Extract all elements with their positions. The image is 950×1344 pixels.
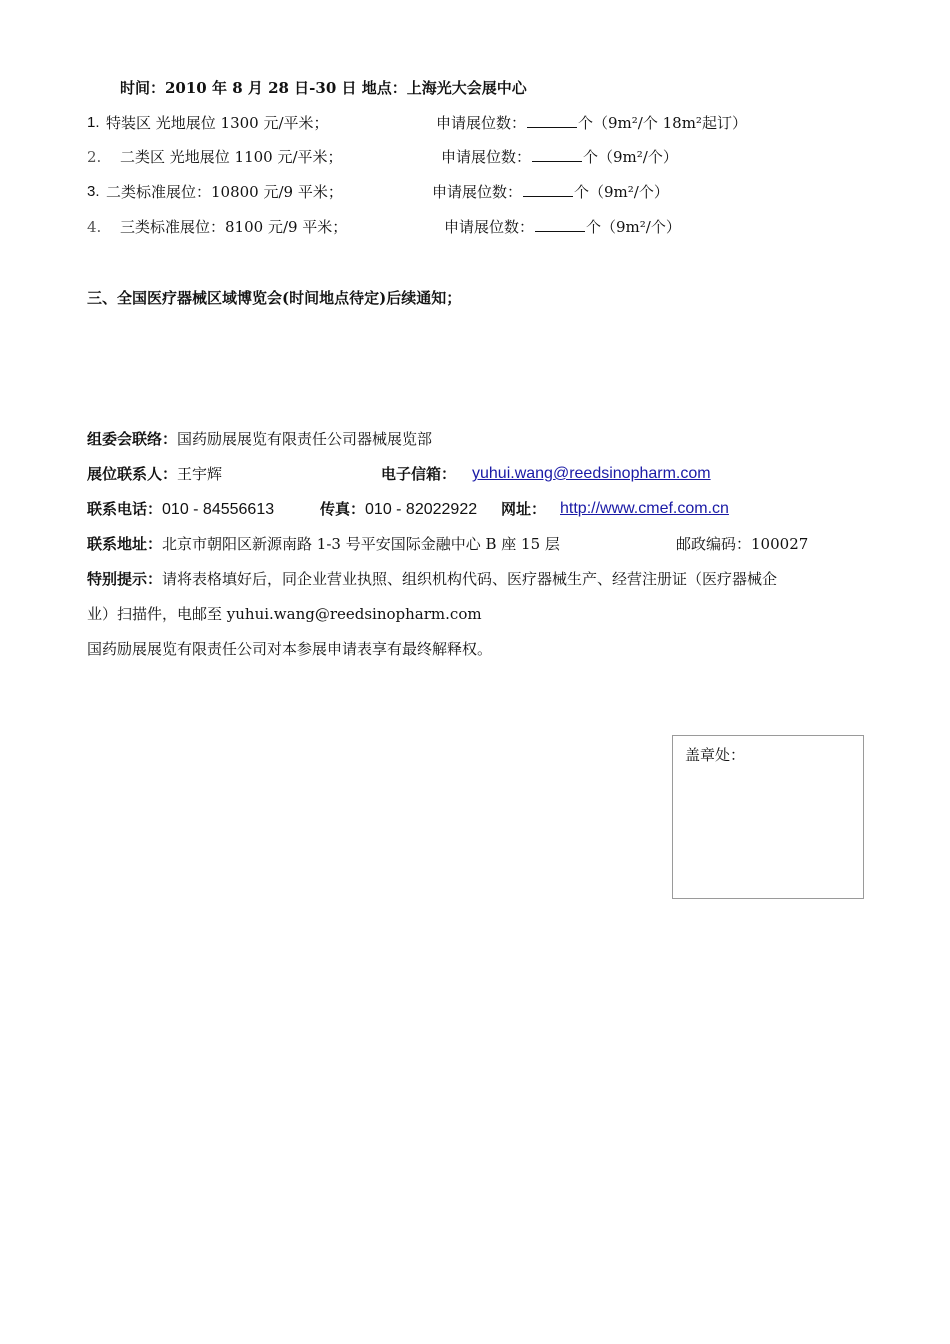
- phone-value: 010 - 84556613: [162, 501, 275, 518]
- email-link[interactable]: yuhui.wang@reedsinopharm.com: [472, 465, 711, 482]
- fax-label: 传真：: [320, 500, 366, 518]
- stamp-label: 盖章处：: [685, 746, 746, 764]
- address-label: 联系地址：: [87, 535, 163, 553]
- committee-label: 组委会联络：: [87, 430, 178, 448]
- person-line: [87, 464, 222, 484]
- stamp-box: [672, 735, 864, 899]
- phone-line: [87, 499, 274, 520]
- booth-count-blank[interactable]: [527, 113, 577, 128]
- booth-count-blank[interactable]: [532, 147, 582, 162]
- booth-description: 二类区 光地展位 1100 元/平米；: [120, 148, 343, 166]
- notice-line-2: 业）扫描件，电邮至 yuhui.wang@reedsinopharm.com: [87, 605, 482, 623]
- apply-label: 申请展位数：: [432, 183, 523, 201]
- email-label: 电子信箱：: [381, 465, 457, 483]
- booth-description: 三类标准展位：8100 元/9 平米；: [120, 218, 348, 236]
- notice-line-1: [87, 569, 777, 589]
- phone-label: 联系电话：: [87, 500, 163, 518]
- booth-count-blank[interactable]: [523, 182, 573, 197]
- booth-apply: [436, 113, 747, 133]
- website-link[interactable]: http://www.cmef.com.cn: [560, 500, 729, 517]
- committee-line: [87, 429, 432, 449]
- notice-text-1: 请将表格填好后，同企业营业执照、组织机构代码、医疗器械生产、经营注册证（医疗器械企: [162, 570, 778, 588]
- booth-unit: 个（9m²/个）: [586, 218, 681, 236]
- person-value: 王宇辉: [177, 465, 223, 483]
- booth-number: 3.: [87, 183, 100, 200]
- booth-unit: 个（9m²/个）: [574, 183, 669, 201]
- apply-label: 申请展位数：: [441, 148, 532, 166]
- zip-label: 邮政编码：: [676, 535, 752, 553]
- booth-apply: [432, 182, 669, 202]
- booth-number: 4.: [87, 218, 102, 236]
- booth-unit: 个（9m²/个 18m²起订）: [578, 114, 747, 132]
- booth-number: 2.: [87, 148, 102, 166]
- apply-label: 申请展位数：: [436, 114, 527, 132]
- booth-unit: 个（9m²/个）: [583, 148, 678, 166]
- booth-description: 特装区 光地展位 1300 元/平米；: [106, 114, 329, 132]
- fax-line: [320, 499, 477, 520]
- booth-apply: [441, 147, 678, 167]
- address-line: [87, 534, 560, 554]
- zip-line: [676, 534, 808, 554]
- apply-label: 申请展位数：: [444, 218, 535, 236]
- booth-description: 二类标准展位：10800 元/9 平米；: [106, 183, 343, 201]
- fax-value: 010 - 82022922: [365, 501, 478, 518]
- schedule-line: 时间：2010 年 8 月 28 日-30 日 地点：上海光大会展中心: [120, 79, 527, 97]
- committee-value: 国药励展展览有限责任公司器械展览部: [177, 430, 433, 448]
- zip-value: 100027: [751, 535, 809, 553]
- email-line: [381, 464, 456, 484]
- address-value: 北京市朝阳区新源南路 1-3 号平安国际金融中心 B 座 15 层: [162, 535, 560, 553]
- web-link-wrap: [560, 498, 729, 519]
- notice-label: 特别提示：: [87, 570, 163, 588]
- email-link-wrap: [472, 463, 711, 484]
- booth-number: 1.: [87, 114, 100, 131]
- person-label: 展位联系人：: [87, 465, 178, 483]
- booth-count-blank[interactable]: [535, 217, 585, 232]
- booth-apply: [444, 217, 681, 237]
- web-label-wrap: [501, 499, 546, 519]
- section-3-heading: 三、全国医疗器械区域博览会(时间地点待定)后续通知；: [87, 289, 462, 307]
- web-label: 网址：: [501, 500, 547, 518]
- disclaimer: 国药励展展览有限责任公司对本参展申请表享有最终解释权。: [87, 640, 493, 658]
